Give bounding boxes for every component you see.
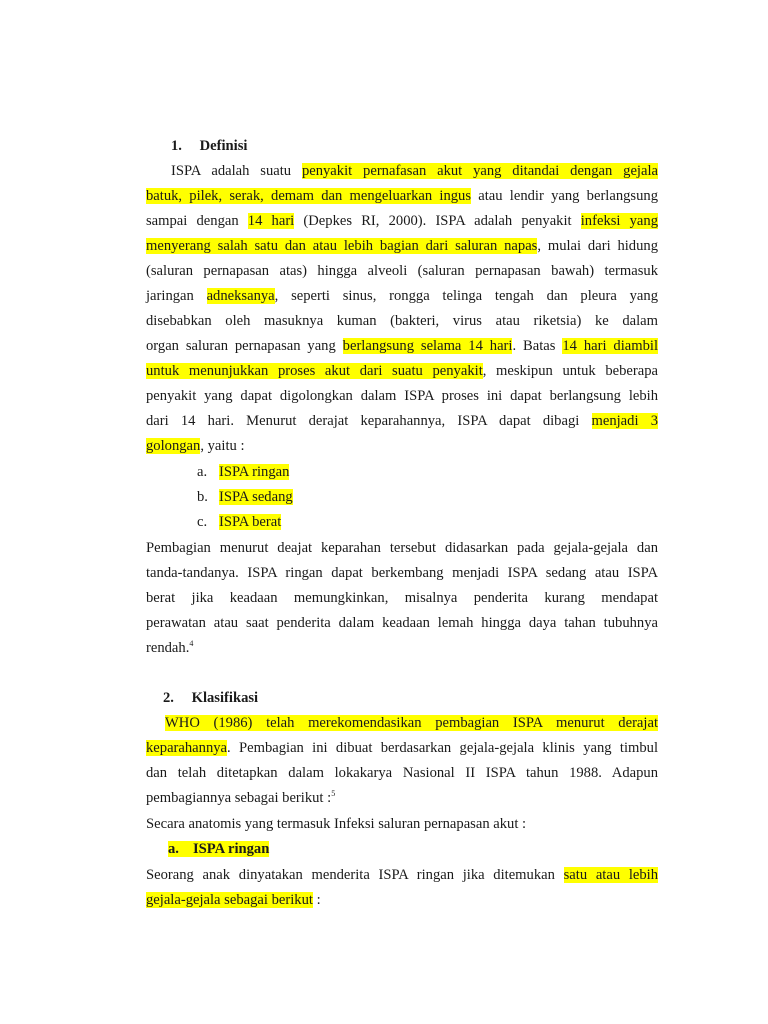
s2-p3-line-1 [146,866,658,884]
text: atau lendir yang berlangsung [471,188,658,204]
text: , mulai dari hidung [537,238,658,254]
list-item [197,463,709,481]
list-marker: a. [197,464,208,480]
text: dari 14 hari. Menurut derajat keparahannya, ISPA dapat dibagi [146,413,592,429]
highlighted-text: 14 hari diambil [562,338,658,354]
section-2-title: Klasifikasi [191,690,259,706]
list-item-text: ISPA berat [219,514,282,530]
section-1-title: Definisi [199,138,248,154]
text: , meskipun untuk beberapa [482,363,659,379]
section-2-number: 2. [163,690,174,706]
list-item [197,488,709,506]
subheading-a-title: ISPA ringan [179,841,269,857]
highlighted-text: menjadi 3 [591,413,658,429]
highlighted-text: adneksanya [206,288,275,304]
list-item-text: ISPA sedang [219,489,293,505]
text: organ saluran pernapasan yang [146,338,343,354]
s1-p1-line-1 [171,162,658,180]
s1-p1-line-8 [146,337,658,355]
highlighted-text: penyakit pernafasan akut yang ditandai dengan gejala [301,163,658,179]
text: jaringan [146,288,207,304]
s1-p1-line-6 [146,287,658,305]
text: sampai dengan [146,213,248,229]
highlighted-text: infeksi yang [580,213,658,229]
section-2-heading [163,689,675,707]
footnote-ref: 5 [331,789,336,798]
s1-p2-line-4: perawatan atau saat penderita dalam keadaan lemah hingga daya tahan tubuhnya [146,615,658,631]
list-item-text: ISPA ringan [219,464,290,480]
highlighted-text: untuk menunjukkan proses akut dari suatu penyakit [146,363,483,379]
s2-p1-line-3: dan telah ditetapkan dalam lokakarya Nasional II ISPA tahun 1988. Adapun [146,765,658,781]
s1-p1-line-12 [146,437,658,455]
s1-p2-line-3: berat jika keadaan memungkinkan, misalnya penderita kurang mendapat [146,590,658,606]
text: . Pembagian ini dibuat berdasarkan gejala-gejala klinis yang timbul [227,740,658,756]
s2-p1-line-2 [146,739,658,757]
s1-p1-line-2 [146,187,658,205]
text: . Batas [512,338,563,354]
text: , yaitu : [200,438,245,454]
s1-p1-line-7: disebabkan oleh masuknya kuman (bakteri, virus atau riketsia) ke dalam [146,313,658,329]
highlighted-text: 14 hari [247,213,295,229]
highlighted-text: keparahannya [146,740,228,756]
s2-p3-line-2 [146,891,658,909]
highlighted-text: gejala-gejala sebagai berikut [146,892,313,908]
s2-p1-line-1 [165,714,658,732]
text: rendah. [146,640,190,656]
text: (Depkes RI, 2000). ISPA adalah penyakit [294,213,581,229]
highlighted-text: berlangsung selama 14 hari [342,338,513,354]
highlighted-text: satu atau lebih [563,867,659,883]
s1-p1-line-3 [146,212,658,230]
s1-p1-line-4 [146,237,658,255]
s1-p1-line-10: penyakit yang dapat digolongkan dalam ISPA proses ini dapat berlangsung lebih [146,388,658,404]
highlighted-text: golongan [146,438,201,454]
text: Seorang anak dinyatakan menderita ISPA ringan jika ditemukan [146,867,564,883]
text: : [312,892,321,908]
s1-p1-line-9 [146,362,658,380]
s1-p1-line-11 [146,412,658,430]
highlighted-text: batuk, pilek, serak, demam dan mengeluarkan ingus [146,188,472,204]
text: ISPA adalah suatu [171,163,302,179]
list-item [197,513,709,531]
footnote-ref: 4 [189,639,194,648]
s1-p2-line-5 [146,639,658,657]
section-1-heading [171,137,683,155]
subheading-a [168,840,680,858]
s1-p1-line-5: (saluran pernapasan atas) hingga alveoli (saluran pernapasan bawah) termasuk [146,263,658,279]
list-marker: b. [197,489,208,505]
list-marker: c. [197,514,208,530]
highlighted-text: menyerang salah satu dan atau lebih bagian dari saluran napas [146,238,538,254]
text: , seperti sinus, rongga telinga tengah dan pleura yang [274,288,658,304]
subheading-a-marker: a. [168,841,179,857]
highlighted-text: WHO (1986) telah merekomendasikan pembagian ISPA menurut derajat [165,715,658,731]
section-1-number: 1. [171,138,182,154]
text: pembagiannya sebagai berikut : [146,790,332,806]
s2-p2-line: Secara anatomis yang termasuk Infeksi saluran pernapasan akut : [146,816,527,832]
s1-p2-line-2: tanda-tandanya. ISPA ringan dapat berkembang menjadi ISPA sedang atau ISPA [146,565,658,581]
s2-p1-line-4 [146,789,658,807]
s1-p2-line-1: Pembagian menurut deajat keparahan tersebut didasarkan pada gejala-gejala dan [146,540,658,556]
